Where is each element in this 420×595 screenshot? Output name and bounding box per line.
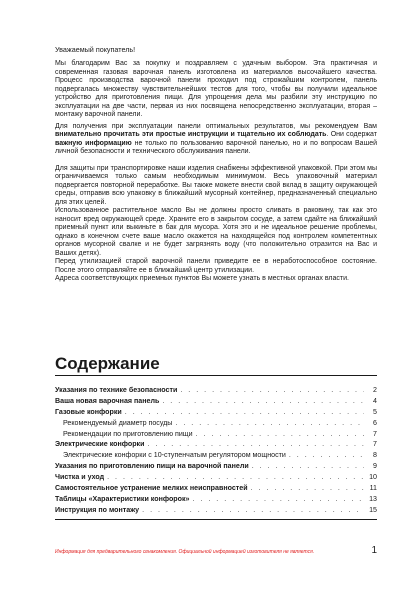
toc-bottom-rule — [55, 519, 377, 520]
toc-entry-page: 10 — [369, 473, 377, 482]
intro-paragraph-1: Мы благодарим Вас за покупку и поздравляем с удачным выбором. Эта практичная и современная газовая варочная панель изготовлена из материалов высочайшего качества. Процесс производства варочной панели проходил под строжайшим контролем, панель подвергалась множеству чувствительнейших тестов для того, чтобы вы получили идеальное устройство для приготовления пищи. Для упрощения дела мы разбили эту инструкцию по эксплуатации на две части, первая из них посвящена непосредственно эксплуатации, вторая – монтажу варочной панели. — [55, 60, 377, 118]
toc-title: Содержание — [55, 354, 160, 373]
p2-start: Для получения при эксплуатации панели оптимальных результатов, мы рекомендуем Вам — [55, 122, 377, 130]
toc-entry-label: Указания по приготовлению пищи на варочной панели — [55, 462, 249, 471]
toc-entry-label: Электрические конфорки — [55, 440, 145, 449]
toc-entry-page: 15 — [369, 505, 377, 514]
page-number: 1 — [371, 545, 377, 556]
toc-entry-label: Инструкция по монтажу — [55, 505, 140, 514]
toc-entry-page: 8 — [373, 451, 377, 460]
toc-leader-dots — [196, 430, 364, 438]
toc-entry-label: Электрические конфорки с 10-ступенчатым регулятором мощности — [63, 451, 286, 460]
p2-mid: . Они содержат — [326, 131, 378, 138]
toc-leader-dots — [252, 462, 364, 470]
intro-text — [55, 60, 377, 284]
p2-bold-1: внимательно прочитать эти простые инструкции и тщательно их соблюдать — [55, 131, 327, 138]
toc-leader-dots — [125, 408, 364, 416]
toc-entry-label: Таблицы «Характеристики конфорок» — [55, 494, 190, 503]
toc-entry-page: 6 — [373, 418, 377, 427]
toc-entry-page: 4 — [373, 396, 377, 405]
toc-entry[interactable] — [55, 419, 377, 430]
toc-entry-page: 13 — [369, 494, 377, 503]
toc-entry[interactable] — [55, 484, 377, 495]
greeting: Уважаемый покупатель! — [55, 45, 136, 54]
toc-entry-page: 5 — [373, 407, 377, 416]
p2-bold-2: важную информацию — [55, 139, 132, 147]
toc-leader-dots — [142, 506, 364, 514]
toc-entry-label: Указания по технике безопасности — [55, 386, 178, 394]
disclaimer: Информация для предварительного ознакомления. Официальной информацией изготовителя не является. — [55, 549, 315, 555]
toc-leader-dots — [180, 386, 364, 394]
toc-leader-dots — [107, 473, 364, 481]
toc-entry[interactable] — [55, 408, 377, 419]
toc-entry-page: 7 — [373, 429, 377, 438]
toc-leader-dots — [147, 440, 364, 448]
toc-entry-label: Чистка и уход — [55, 473, 105, 482]
toc-entry-label: Ваша новая варочная панель — [55, 396, 160, 405]
toc-entry[interactable] — [55, 430, 377, 441]
table-of-contents — [55, 386, 377, 517]
toc-entry-page: 9 — [373, 462, 377, 471]
toc-entry[interactable] — [55, 386, 377, 397]
toc-leader-dots — [162, 397, 364, 405]
toc-leader-dots — [251, 484, 364, 492]
toc-entry-page: 11 — [369, 484, 377, 493]
toc-entry-page: 2 — [373, 386, 377, 394]
toc-entry[interactable] — [55, 397, 377, 408]
toc-leader-dots — [289, 451, 364, 459]
intro-paragraph-3: Для защиты при транспортировке наши изделия снабжены эффективной упаковкой. При этом мы ограничиваемся только самым необходимым минимумом. Весь упаковочный материал подвергается повторной переработке. Вы также можете внести свой вклад в защиту окружающей среды, отправив всю упаковку в ближайший мусорный контейнер, предназначенный специально для этих целей. — [55, 164, 377, 206]
toc-entry[interactable] — [55, 506, 377, 517]
intro-paragraph-5: Перед утилизацией старой варочной панели приведите ее в неработоспособное состояние. После этого отправляйте ее в ближайший центр утилизации. — [55, 258, 377, 274]
toc-top-rule — [55, 375, 377, 376]
intro-paragraph-6: Адреса соответствующих приемных пунктов Вы можете узнать в местных органах власти. — [55, 275, 349, 282]
toc-entry[interactable] — [55, 495, 377, 506]
toc-entry-label: Рекомендуемый диаметр посуды — [63, 418, 173, 427]
intro-paragraph-2 — [55, 123, 377, 157]
toc-leader-dots — [175, 419, 364, 427]
toc-entry-label: Газовые конфорки — [55, 407, 122, 416]
toc-leader-dots — [192, 495, 364, 503]
toc-entry[interactable] — [55, 473, 377, 484]
p2-end: не только по пользованию варочной панелью, но и по вопросам Вашей личной безопасности и технического обслуживания панели. — [55, 139, 377, 155]
toc-entry[interactable] — [55, 451, 377, 462]
toc-entry-page: 7 — [373, 440, 377, 449]
toc-entry[interactable] — [55, 440, 377, 451]
toc-entry-label: Рекомендации по приготовлению пищи — [63, 429, 193, 438]
toc-entry-label: Самостоятельное устранение мелких неисправностей — [55, 484, 248, 493]
toc-entry[interactable] — [55, 462, 377, 473]
intro-paragraph-4: Использованное растительное масло Вы не должны просто сливать в раковину, так как это наносит вред окружающей среде. Храните его в закрытом сосуде, а затем сдайте на ближайший приемный пункт или выкиньте в бак для мусора. Хотя это и не идеальное решение проблемы, однако в конечном счете ваше масло окажется на находящейся под контролем компетентных органов мусорной свалке и не будет загрязнять воду (что положительно отразится на Вас и Ваших детях). — [55, 207, 377, 257]
